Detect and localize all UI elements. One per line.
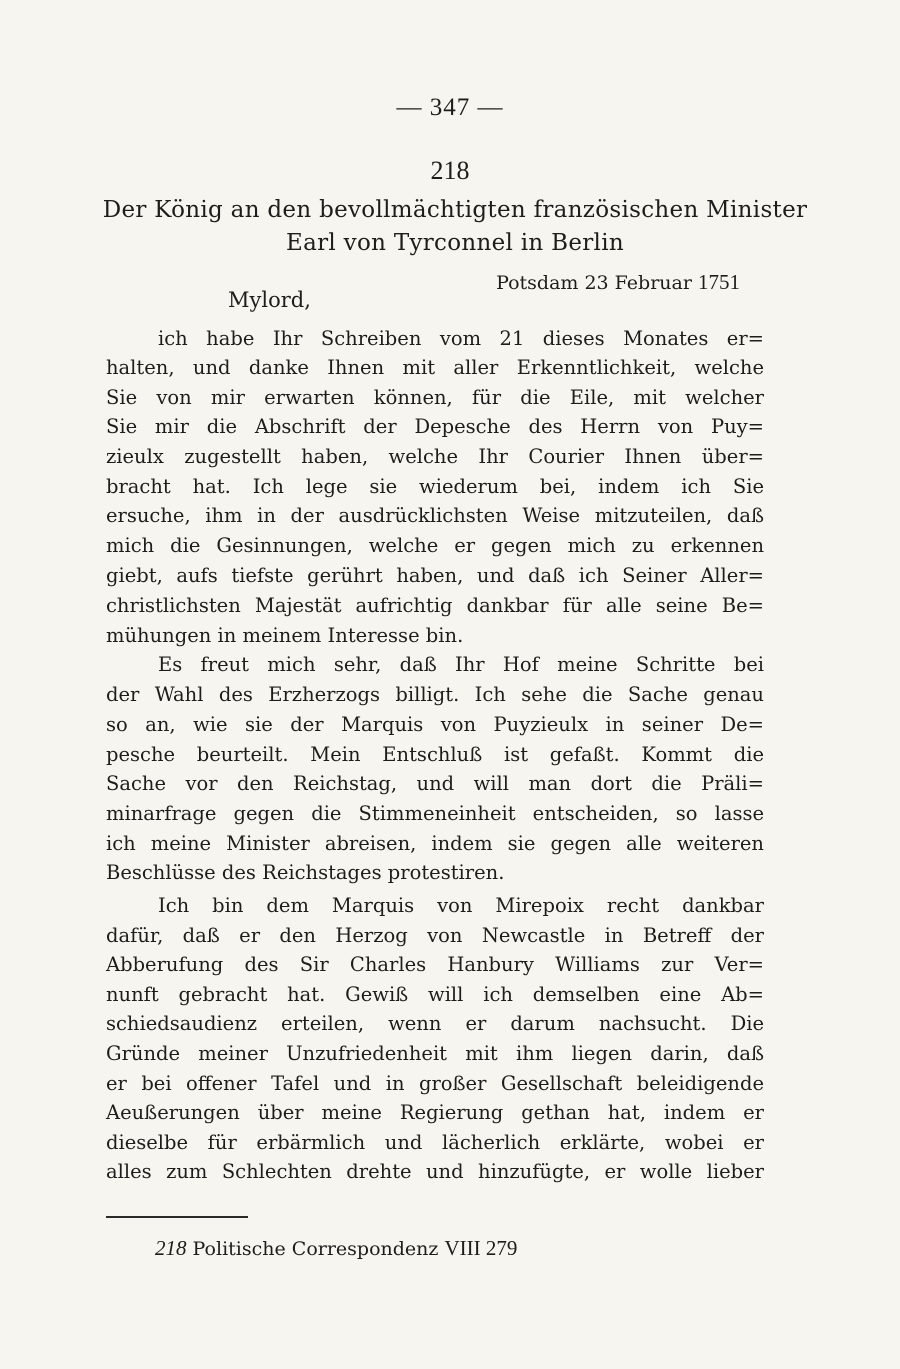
letter-heading-line-1: Der König an den bevollmächtigten französischen Minister [102,197,808,223]
body-line: Ich bin dem Marquis von Mirepoix recht dankbar [158,894,764,917]
body-line: halten, und danke Ihnen mit aller Erkenntlichkeit, welche [106,356,764,379]
year: 1751 [698,270,740,294]
letter-number: 218 [430,156,470,185]
page-number: — 347 — [396,94,504,121]
body-line: Beschlüsse des Reichstages protestiren. [106,861,505,884]
letter-heading-line-2: Earl von Tyrconnel in Berlin [285,230,624,256]
body-line: mich die Gesinnungen, welche er gegen mich zu erkennen [106,534,764,557]
body-line: ersuche, ihm in der ausdrücklichsten Weise mitzuteilen, daß [106,504,764,527]
body-line: Es freut mich sehr, daß Ihr Hof meine Schritte bei [158,653,764,676]
footnote-volume: VIII 279 [444,1236,518,1260]
body-line: ich meine Minister abreisen, indem sie gegen alle weiteren [106,832,764,855]
footnote-number: 218 [155,1236,187,1260]
body-line: christlichsten Majestät aufrichtig dankbar für alle seine Be= [106,594,764,617]
body-line: alles zum Schlechten drehte und hinzufügte, er wolle lieber [106,1160,764,1183]
body-line: Sie von mir erwarten können, für die Eile, mit welcher [106,386,764,409]
place-date [496,270,740,295]
body-line: Aeußerungen über meine Regierung gethan hat, indem er [106,1101,764,1124]
body-line: nunft gebracht hat. Gewiß will ich demselben eine Ab= [106,983,764,1006]
body-line: mühungen in meinem Interesse bin. [106,624,464,647]
footnote-source: Politische Correspondenz [192,1238,439,1260]
body-line: pesche beurteilt. Mein Entschluß ist gefaßt. Kommt die [106,743,764,766]
body-line: schiedsaudienz erteilen, wenn er darum nachsucht. Die [106,1012,764,1035]
body-line: Sache vor den Reichstag, und will man dort die Präli= [106,772,764,795]
salutation: Mylord, [228,288,311,312]
body-line: dafür, daß er den Herzog von Newcastle in Betreff der [106,924,764,947]
body-line: Sie mir die Abschrift der Depesche des Herrn von Puy= [106,415,764,438]
body-line: ich habe Ihr Schreiben vom 21 dieses Monates er= [158,327,764,350]
body-line: zieulx zugestellt haben, welche Ihr Courier Ihnen über= [106,445,764,468]
body-line: giebt, aufs tiefste gerührt haben, und daß ich Seiner Aller= [106,564,764,587]
footnote [155,1236,517,1261]
body-line: dieselbe für erbärmlich und lächerlich erklärte, wobei er [106,1131,764,1154]
body-line: der Wahl des Erzherzogs billigt. Ich sehe die Sache genau [106,683,764,706]
body-line: er bei offener Tafel und in großer Gesellschaft beleidigende [106,1072,764,1095]
place: Potsdam 23 Februar [496,272,692,294]
body-line: bracht hat. Ich lege sie wiederum bei, indem ich Sie [106,475,764,498]
body-line: so an, wie sie der Marquis von Puyzieulx in seiner De= [106,713,764,736]
body-line: Gründe meiner Unzufriedenheit mit ihm liegen darin, daß [106,1042,764,1065]
body-line: minarfrage gegen die Stimmeneinheit entscheiden, so lasse [106,802,764,825]
body-line: Abberufung des Sir Charles Hanbury Williams zur Ver= [106,953,764,976]
footnote-divider [106,1216,248,1218]
